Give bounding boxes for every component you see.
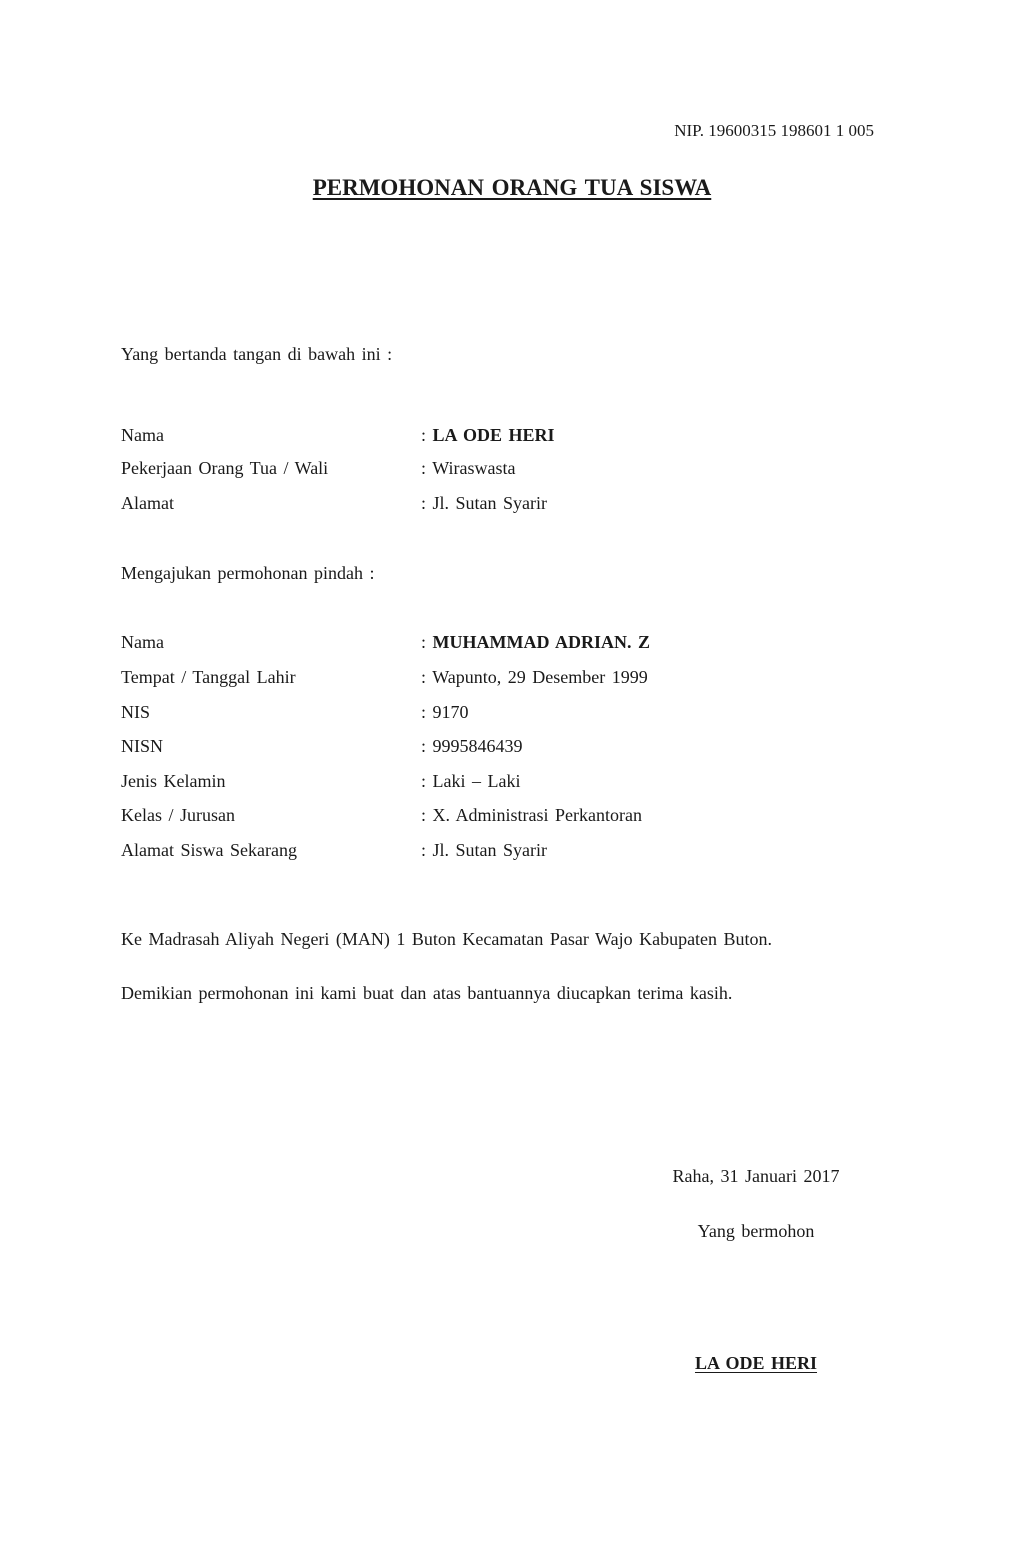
colon: : — [421, 425, 427, 445]
student-birth-value: Wapunto, 29 Desember 1999 — [432, 667, 648, 687]
student-nisn-value: 9995846439 — [432, 736, 523, 756]
colon: : — [421, 771, 427, 791]
colon: : — [421, 667, 427, 687]
student-birth-row — [421, 668, 648, 686]
student-class-row — [421, 806, 642, 824]
student-class-value: X. Administrasi Perkantoran — [432, 805, 642, 825]
colon: : — [421, 458, 427, 478]
student-address-row — [421, 841, 547, 859]
signer-name: LA ODE HERI — [694, 1353, 818, 1373]
student-nis-row — [421, 703, 469, 721]
student-nisn-row — [421, 737, 523, 755]
colon: : — [421, 840, 427, 860]
parent-address-value: Jl. Sutan Syarir — [432, 493, 548, 513]
student-gender-value: Laki – Laki — [432, 771, 521, 791]
parent-name-label: Nama — [121, 425, 164, 445]
colon: : — [421, 805, 427, 825]
student-nis-label: NIS — [121, 702, 151, 722]
student-address-value: Jl. Sutan Syarir — [432, 840, 548, 860]
student-gender-label: Jenis Kelamin — [121, 771, 226, 791]
request-intro-text: Mengajukan permohonan pindah : — [121, 563, 375, 583]
colon: : — [421, 632, 427, 652]
document-title: PERMOHONAN ORANG TUA SISWA — [312, 175, 712, 200]
colon: : — [421, 736, 427, 756]
student-name-value: MUHAMMAD ADRIAN. Z — [432, 632, 650, 652]
student-name-row — [421, 633, 650, 651]
parent-job-value: Wiraswasta — [432, 458, 516, 478]
student-address-label: Alamat Siswa Sekarang — [121, 840, 297, 860]
parent-job-row — [421, 459, 515, 477]
student-gender-row — [421, 772, 521, 790]
nip-number: NIP. 19600315 198601 1 005 — [674, 121, 874, 140]
student-birth-label: Tempat / Tanggal Lahir — [121, 667, 296, 687]
signature-role: Yang bermohon — [697, 1221, 815, 1241]
parent-name-row — [421, 426, 555, 444]
parent-name-value: LA ODE HERI — [432, 425, 555, 445]
colon: : — [421, 702, 427, 722]
parent-job-label: Pekerjaan Orang Tua / Wali — [121, 458, 329, 478]
parent-address-row — [421, 494, 547, 512]
closing-text: Demikian permohonan ini kami buat dan atas bantuannya diucapkan terima kasih. — [121, 983, 733, 1003]
destination-text: Ke Madrasah Aliyah Negeri (MAN) 1 Buton Kecamatan Pasar Wajo Kabupaten Buton. — [121, 929, 773, 949]
student-class-label: Kelas / Jurusan — [121, 805, 235, 825]
student-nis-value: 9170 — [432, 702, 469, 722]
intro-text: Yang bertanda tangan di bawah ini : — [121, 344, 393, 364]
colon: : — [421, 493, 427, 513]
student-name-label: Nama — [121, 632, 164, 652]
place-date: Raha, 31 Januari 2017 — [672, 1166, 840, 1186]
student-nisn-label: NISN — [121, 736, 164, 756]
parent-address-label: Alamat — [121, 493, 174, 513]
